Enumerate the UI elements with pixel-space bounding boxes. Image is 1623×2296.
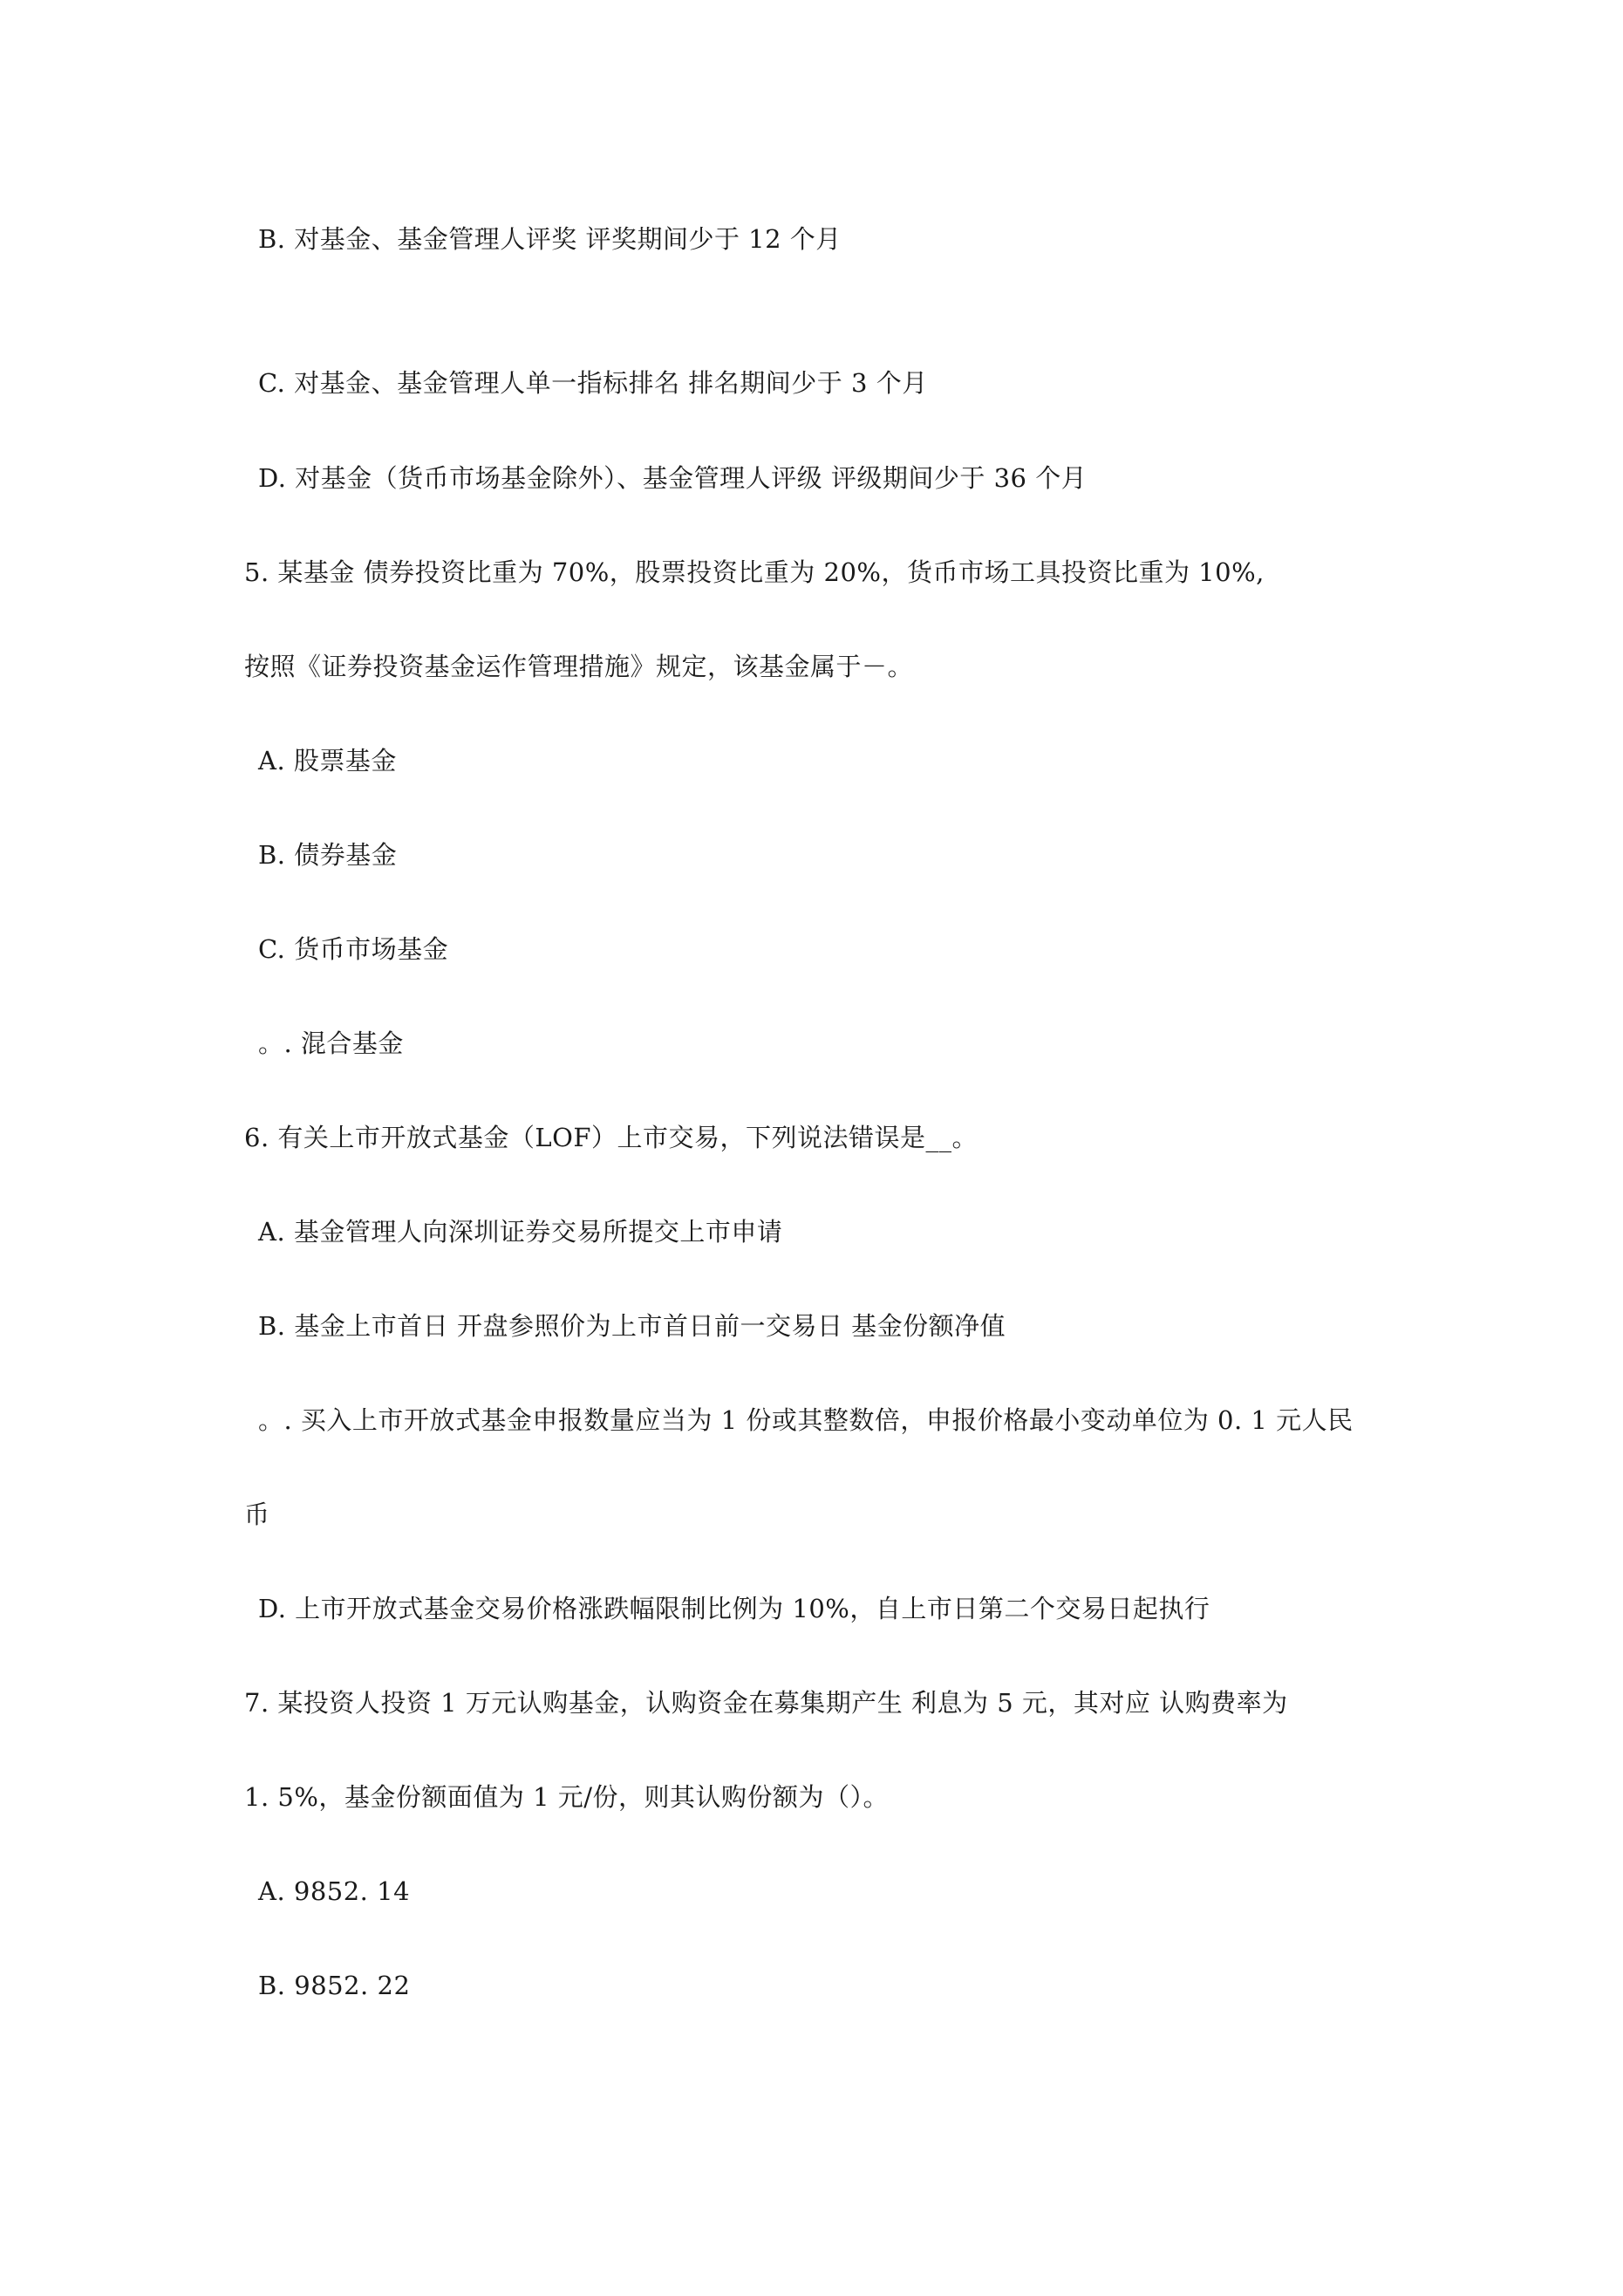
option-line: D. 对基金（货币市场基金除外）、基金管理人评级 评级期间少于 36 个月 xyxy=(258,463,1088,493)
option-line: D. 上市开放式基金交易价格涨跌幅限制比例为 10%，自上市日第二个交易日起执行 xyxy=(258,1594,1210,1623)
continuation-line: 币 xyxy=(244,1500,270,1529)
option-line: C. 对基金、基金管理人单一指标排名 排名期间少于 3 个月 xyxy=(258,368,928,398)
option-line: B. 债券基金 xyxy=(258,840,398,870)
option-line: A. 股票基金 xyxy=(258,746,397,776)
option-line: A. 基金管理人向深圳证券交易所提交上市申请 xyxy=(258,1217,783,1247)
option-line: B. 对基金、基金管理人评奖 评奖期间少于 12 个月 xyxy=(258,224,842,254)
option-line: C. 货币市场基金 xyxy=(258,934,449,964)
option-line: A. 9852. 14 xyxy=(258,1876,411,1906)
question-line: 按照《证券投资基金运作管理措施》规定，该基金属于－。 xyxy=(244,652,914,681)
question-line: 5. 某基金 债券投资比重为 70%，股票投资比重为 20%，货币市场工具投资比重为 10%, xyxy=(244,557,1265,587)
question-line: 1. 5%，基金份额面值为 1 元/份，则其认购份额为（）。 xyxy=(244,1782,890,1812)
question-line: 7. 某投资人投资 1 万元认购基金，认购资金在募集期产生 利息为 5 元，其对应 认购费率为 xyxy=(244,1688,1288,1718)
option-line: 。. 混合基金 xyxy=(258,1028,404,1058)
question-line: 6. 有关上市开放式基金（LOF）上市交易，下列说法错误是__。 xyxy=(244,1123,979,1152)
option-line: B. 9852. 22 xyxy=(258,1971,411,2000)
option-line: 。. 买入上市开放式基金申报数量应当为 1 份或其整数倍，申报价格最小变动单位为 0. 1 元人民 xyxy=(258,1405,1354,1435)
option-line: B. 基金上市首日 开盘参照价为上市首日前一交易日 基金份额净值 xyxy=(258,1311,1006,1341)
